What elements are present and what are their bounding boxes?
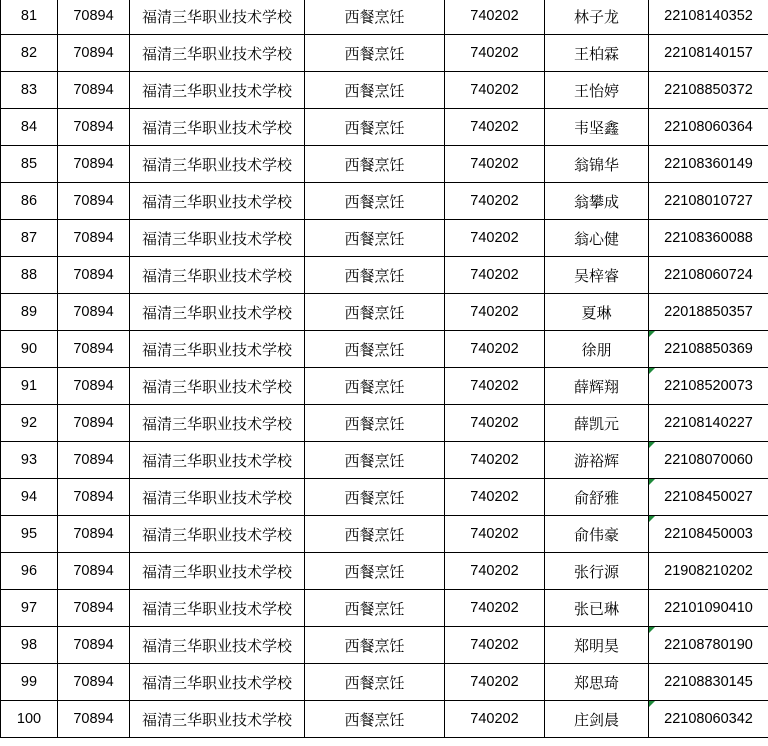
row-number-cell[interactable]: 86 xyxy=(1,183,58,220)
table-row xyxy=(1,146,768,183)
student-name-cell[interactable]: 俞伟豪 xyxy=(545,516,649,553)
student-id-cell[interactable]: 22108140157 xyxy=(649,35,768,72)
student-id-cell[interactable]: 22108070060 xyxy=(649,442,768,479)
major-name-cell[interactable]: 西餐烹饪 xyxy=(305,183,445,220)
table-row xyxy=(1,664,768,701)
student-id-cell[interactable]: 22108850369 xyxy=(649,331,768,368)
student-name-cell[interactable]: 庄剑晨 xyxy=(545,701,649,738)
row-number-cell[interactable]: 96 xyxy=(1,553,58,590)
school-name-cell[interactable]: 福清三华职业技术学校 xyxy=(130,331,305,368)
student-name-cell[interactable]: 张已琳 xyxy=(545,590,649,627)
student-name-cell[interactable]: 郑明昊 xyxy=(545,627,649,664)
student-name-cell[interactable]: 翁心健 xyxy=(545,220,649,257)
major-name-cell[interactable]: 西餐烹饪 xyxy=(305,331,445,368)
major-code-cell[interactable]: 740202 xyxy=(445,368,545,405)
major-code-cell[interactable]: 740202 xyxy=(445,35,545,72)
student-id-cell[interactable]: 22108450027 xyxy=(649,479,768,516)
table-row xyxy=(1,257,768,294)
row-number-cell[interactable]: 95 xyxy=(1,516,58,553)
row-number-cell[interactable]: 84 xyxy=(1,109,58,146)
row-number-cell[interactable]: 91 xyxy=(1,368,58,405)
school-code-cell[interactable]: 70894 xyxy=(58,701,130,738)
major-name-cell[interactable]: 西餐烹饪 xyxy=(305,257,445,294)
school-code-cell[interactable]: 70894 xyxy=(58,553,130,590)
school-code-cell[interactable]: 70894 xyxy=(58,405,130,442)
major-name-cell[interactable]: 西餐烹饪 xyxy=(305,109,445,146)
school-name-cell[interactable]: 福清三华职业技术学校 xyxy=(130,553,305,590)
school-name-cell[interactable]: 福清三华职业技术学校 xyxy=(130,257,305,294)
student-name-cell[interactable]: 林子龙 xyxy=(545,0,649,35)
school-name-cell[interactable]: 福清三华职业技术学校 xyxy=(130,220,305,257)
major-name-cell[interactable]: 西餐烹饪 xyxy=(305,701,445,738)
student-id-cell[interactable]: 22108360149 xyxy=(649,146,768,183)
table-row xyxy=(1,405,768,442)
student-id-cell[interactable]: 22108520073 xyxy=(649,368,768,405)
student-name-cell[interactable]: 薛凯元 xyxy=(545,405,649,442)
major-code-cell[interactable]: 740202 xyxy=(445,72,545,109)
major-code-cell[interactable]: 740202 xyxy=(445,701,545,738)
major-code-cell[interactable]: 740202 xyxy=(445,405,545,442)
school-code-cell[interactable]: 70894 xyxy=(58,257,130,294)
student-name-cell[interactable]: 俞舒雅 xyxy=(545,479,649,516)
major-code-cell[interactable]: 740202 xyxy=(445,516,545,553)
table-row xyxy=(1,516,768,553)
row-number-cell[interactable]: 85 xyxy=(1,146,58,183)
row-number-cell[interactable]: 89 xyxy=(1,294,58,331)
school-name-cell[interactable]: 福清三华职业技术学校 xyxy=(130,368,305,405)
school-code-cell[interactable]: 70894 xyxy=(58,146,130,183)
major-code-cell[interactable]: 740202 xyxy=(445,664,545,701)
school-name-cell[interactable]: 福清三华职业技术学校 xyxy=(130,405,305,442)
table-row xyxy=(1,701,768,738)
table-row xyxy=(1,479,768,516)
table-row xyxy=(1,72,768,109)
major-name-cell[interactable]: 西餐烹饪 xyxy=(305,553,445,590)
school-code-cell[interactable]: 70894 xyxy=(58,627,130,664)
student-name-cell[interactable]: 徐朋 xyxy=(545,331,649,368)
row-number-cell[interactable]: 97 xyxy=(1,590,58,627)
student-id-cell[interactable]: 22108780190 xyxy=(649,627,768,664)
student-name-cell[interactable]: 王怡婷 xyxy=(545,72,649,109)
school-code-cell[interactable]: 70894 xyxy=(58,294,130,331)
student-id-cell[interactable]: 22108140227 xyxy=(649,405,768,442)
student-id-cell[interactable]: 22101090410 xyxy=(649,590,768,627)
major-name-cell[interactable]: 西餐烹饪 xyxy=(305,220,445,257)
school-code-cell[interactable]: 70894 xyxy=(58,183,130,220)
school-name-cell[interactable]: 福清三华职业技术学校 xyxy=(130,701,305,738)
school-code-cell[interactable]: 70894 xyxy=(58,442,130,479)
major-name-cell[interactable]: 西餐烹饪 xyxy=(305,590,445,627)
student-name-cell[interactable]: 薛辉翔 xyxy=(545,368,649,405)
school-name-cell[interactable]: 福清三华职业技术学校 xyxy=(130,294,305,331)
major-code-cell[interactable]: 740202 xyxy=(445,109,545,146)
table-row xyxy=(1,442,768,479)
school-code-cell[interactable]: 70894 xyxy=(58,331,130,368)
row-number-cell[interactable]: 92 xyxy=(1,405,58,442)
major-name-cell[interactable]: 西餐烹饪 xyxy=(305,479,445,516)
student-id-cell[interactable]: 22108850372 xyxy=(649,72,768,109)
student-name-cell[interactable]: 翁攀成 xyxy=(545,183,649,220)
table-row xyxy=(1,35,768,72)
school-name-cell[interactable]: 福清三华职业技术学校 xyxy=(130,590,305,627)
table-row xyxy=(1,368,768,405)
student-name-cell[interactable]: 夏琳 xyxy=(545,294,649,331)
major-name-cell[interactable]: 西餐烹饪 xyxy=(305,405,445,442)
major-code-cell[interactable]: 740202 xyxy=(445,331,545,368)
row-number-cell[interactable]: 93 xyxy=(1,442,58,479)
row-number-cell[interactable]: 87 xyxy=(1,220,58,257)
school-name-cell[interactable]: 福清三华职业技术学校 xyxy=(130,35,305,72)
major-name-cell[interactable]: 西餐烹饪 xyxy=(305,35,445,72)
school-name-cell[interactable]: 福清三华职业技术学校 xyxy=(130,0,305,35)
major-name-cell[interactable]: 西餐烹饪 xyxy=(305,72,445,109)
major-name-cell[interactable]: 西餐烹饪 xyxy=(305,664,445,701)
student-name-cell[interactable]: 张行源 xyxy=(545,553,649,590)
major-code-cell[interactable]: 740202 xyxy=(445,442,545,479)
student-id-cell[interactable]: 22108360088 xyxy=(649,220,768,257)
student-name-cell[interactable]: 游裕辉 xyxy=(545,442,649,479)
school-code-cell[interactable]: 70894 xyxy=(58,590,130,627)
row-number-cell[interactable]: 90 xyxy=(1,331,58,368)
row-number-cell[interactable]: 82 xyxy=(1,35,58,72)
school-code-cell[interactable]: 70894 xyxy=(58,35,130,72)
table-row xyxy=(1,220,768,257)
school-code-cell[interactable]: 70894 xyxy=(58,220,130,257)
student-name-cell[interactable]: 郑思琦 xyxy=(545,664,649,701)
student-name-cell[interactable]: 吴梓睿 xyxy=(545,257,649,294)
major-name-cell[interactable]: 西餐烹饪 xyxy=(305,368,445,405)
school-code-cell[interactable]: 70894 xyxy=(58,109,130,146)
row-number-cell[interactable]: 88 xyxy=(1,257,58,294)
major-name-cell[interactable]: 西餐烹饪 xyxy=(305,294,445,331)
major-name-cell[interactable]: 西餐烹饪 xyxy=(305,146,445,183)
school-code-cell[interactable]: 70894 xyxy=(58,72,130,109)
major-code-cell[interactable]: 740202 xyxy=(445,590,545,627)
table-row xyxy=(1,109,768,146)
row-number-cell[interactable]: 83 xyxy=(1,72,58,109)
school-name-cell[interactable]: 福清三华职业技术学校 xyxy=(130,479,305,516)
major-code-cell[interactable]: 740202 xyxy=(445,183,545,220)
table-row xyxy=(1,331,768,368)
school-code-cell[interactable]: 70894 xyxy=(58,516,130,553)
student-id-cell[interactable]: 22108060342 xyxy=(649,701,768,738)
school-code-cell[interactable]: 70894 xyxy=(58,479,130,516)
student-id-cell[interactable]: 22108450003 xyxy=(649,516,768,553)
row-number-cell[interactable]: 81 xyxy=(1,0,58,35)
student-id-cell[interactable]: 22108060364 xyxy=(649,109,768,146)
student-id-cell[interactable]: 22018850357 xyxy=(649,294,768,331)
table-row xyxy=(1,0,768,35)
table-row xyxy=(1,183,768,220)
major-name-cell[interactable]: 西餐烹饪 xyxy=(305,442,445,479)
major-code-cell[interactable]: 740202 xyxy=(445,146,545,183)
student-id-cell[interactable]: 22108010727 xyxy=(649,183,768,220)
major-name-cell[interactable]: 西餐烹饪 xyxy=(305,627,445,664)
major-code-cell[interactable]: 740202 xyxy=(445,0,545,35)
student-name-cell[interactable]: 翁锦华 xyxy=(545,146,649,183)
school-name-cell[interactable]: 福清三华职业技术学校 xyxy=(130,627,305,664)
school-name-cell[interactable]: 福清三华职业技术学校 xyxy=(130,516,305,553)
student-id-cell[interactable]: 22108830145 xyxy=(649,664,768,701)
school-name-cell[interactable]: 福清三华职业技术学校 xyxy=(130,146,305,183)
major-name-cell[interactable]: 西餐烹饪 xyxy=(305,0,445,35)
school-name-cell[interactable]: 福清三华职业技术学校 xyxy=(130,664,305,701)
table-row xyxy=(1,294,768,331)
student-name-cell[interactable]: 王柏霖 xyxy=(545,35,649,72)
student-name-cell[interactable]: 韦坚鑫 xyxy=(545,109,649,146)
major-code-cell[interactable]: 740202 xyxy=(445,553,545,590)
school-name-cell[interactable]: 福清三华职业技术学校 xyxy=(130,442,305,479)
table-row xyxy=(1,590,768,627)
student-id-cell[interactable]: 22108140352 xyxy=(649,0,768,35)
row-number-cell[interactable]: 98 xyxy=(1,627,58,664)
school-code-cell[interactable]: 70894 xyxy=(58,664,130,701)
major-name-cell[interactable]: 西餐烹饪 xyxy=(305,516,445,553)
school-code-cell[interactable]: 70894 xyxy=(58,0,130,35)
table-row xyxy=(1,627,768,664)
row-number-cell[interactable]: 100 xyxy=(1,701,58,738)
table-body xyxy=(1,0,768,738)
major-code-cell[interactable]: 740202 xyxy=(445,627,545,664)
student-id-cell[interactable]: 21908210202 xyxy=(649,553,768,590)
student-id-cell[interactable]: 22108060724 xyxy=(649,257,768,294)
major-code-cell[interactable]: 740202 xyxy=(445,220,545,257)
school-name-cell[interactable]: 福清三华职业技术学校 xyxy=(130,72,305,109)
school-code-cell[interactable]: 70894 xyxy=(58,368,130,405)
school-name-cell[interactable]: 福清三华职业技术学校 xyxy=(130,183,305,220)
major-code-cell[interactable]: 740202 xyxy=(445,257,545,294)
major-code-cell[interactable]: 740202 xyxy=(445,294,545,331)
school-name-cell[interactable]: 福清三华职业技术学校 xyxy=(130,109,305,146)
row-number-cell[interactable]: 99 xyxy=(1,664,58,701)
table-row xyxy=(1,553,768,590)
major-code-cell[interactable]: 740202 xyxy=(445,479,545,516)
row-number-cell[interactable]: 94 xyxy=(1,479,58,516)
